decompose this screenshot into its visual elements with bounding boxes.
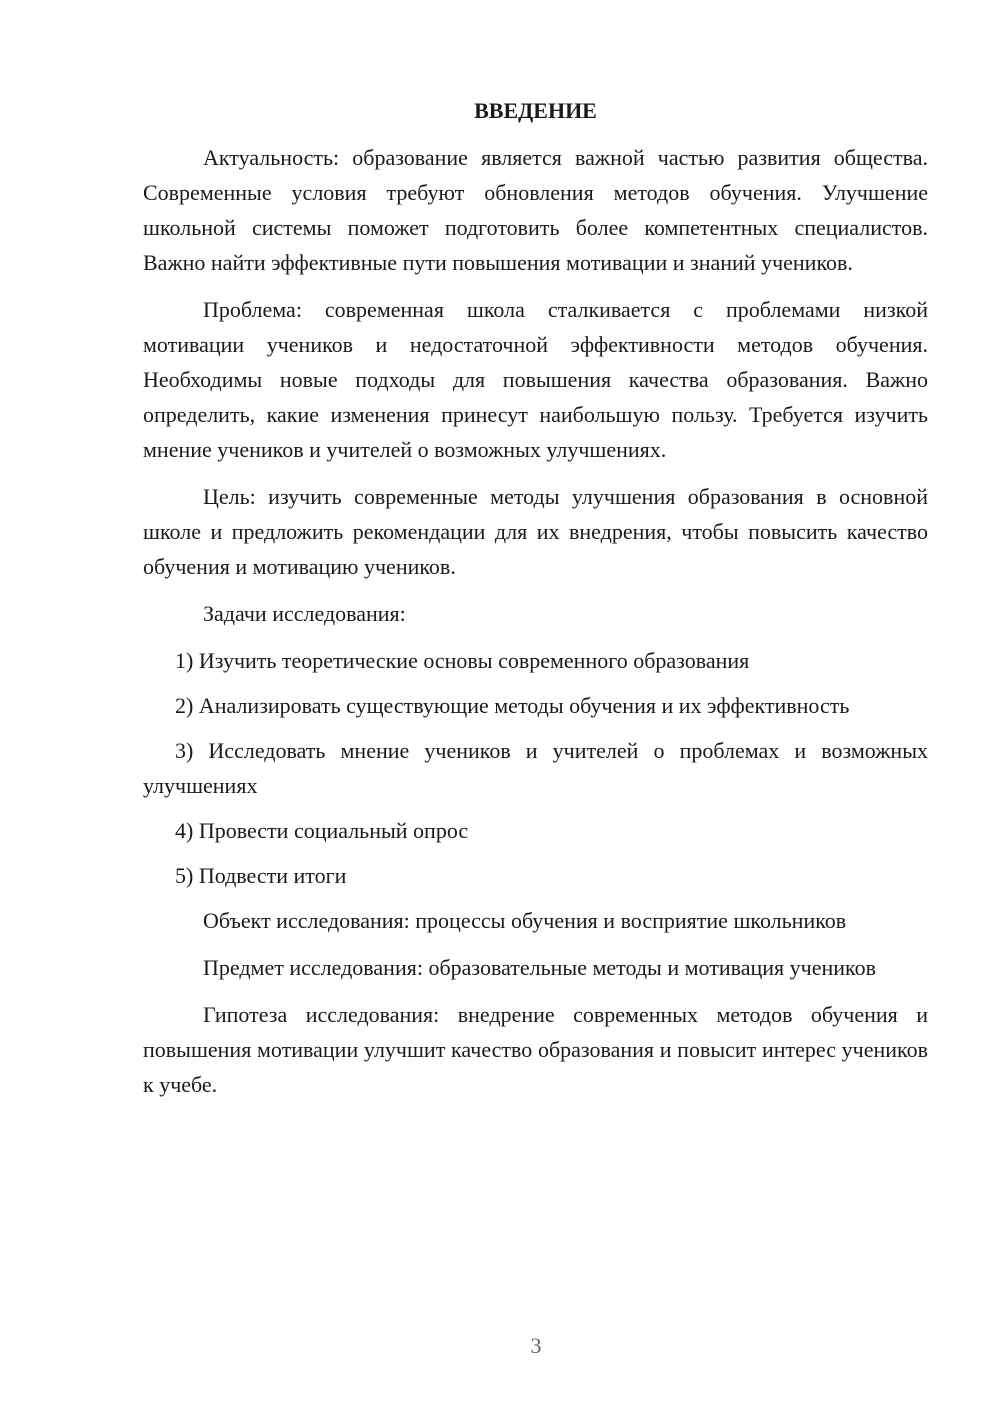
task-item-4: 4) Провести социальный опрос [175,818,469,843]
paragraph-problem: Проблема: современная школа сталкивается с проблемами низкой мотивации учеников и недостаточной эффективности методов обучения. Необходимы новые подходы для повышения качества образования. Важно определить, какие изменения принесут наибольшую пользу. Требуется изучить мнение учеников и учителей о возможных улучшениях. [143,297,928,462]
page-number: 3 [530,1333,542,1358]
paragraph-goal: Цель: изучить современные методы улучшения образования в основной школе и предложить рекомендации для их внедрения, чтобы повысить качество обучения и мотивацию учеников. [143,484,928,579]
page-content [143,96,928,1114]
paragraph-relevance: Актуальность: образование является важной частью развития общества. Современные условия требуют обновления методов обучения. Улучшение школьной системы поможет подготовить более компетентных специалистов. Важно найти эффективные пути повышения мотивации и знаний учеников. [143,145,928,275]
task-item-2: 2) Анализировать существующие методы обучения и их эффективность [175,693,850,718]
task-item-5: 5) Подвести итоги [175,863,347,888]
task-item-3: 3) Исследовать мнение учеников и учителей о проблемах и возможных улучшениях [143,738,928,798]
tasks-title: Задачи исследования: [203,601,406,626]
paragraph-subject: Предмет исследования: образовательные методы и мотивация учеников [203,955,876,980]
paragraph-object: Объект исследования: процессы обучения и восприятие школьников [203,908,847,933]
task-item-1: 1) Изучить теоретические основы современного образования [175,648,750,673]
section-heading: ВВЕДЕНИЕ [474,98,597,123]
paragraph-hypothesis: Гипотеза исследования: внедрение современных методов обучения и повышения мотивации улучшит качество образования и повысит интерес учеников к учебе. [143,1002,928,1097]
